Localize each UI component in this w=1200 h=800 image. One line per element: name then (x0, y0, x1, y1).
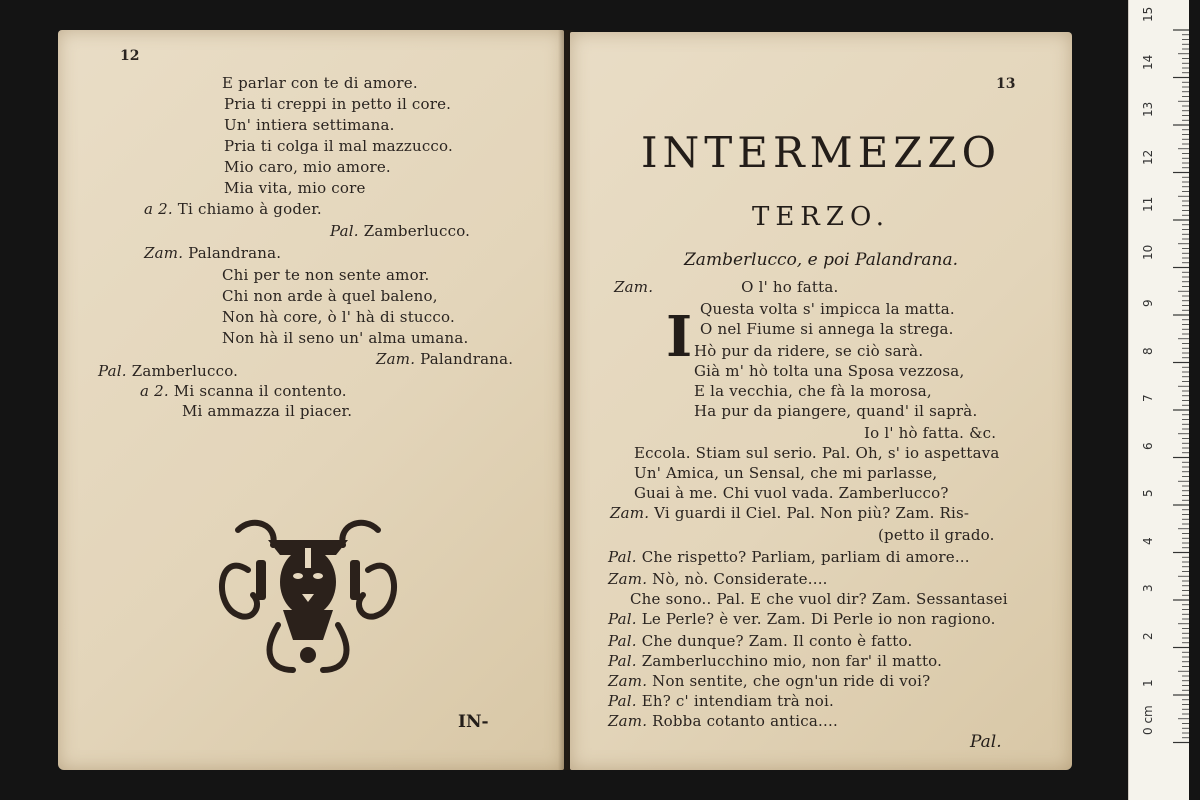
page-number: 12 (120, 48, 140, 64)
speaker-label: Zam. (610, 504, 650, 522)
verse-line: O nel Fiume si annega la strega. (700, 320, 954, 338)
verse-line: Zam. O l' ho fatta. (614, 278, 839, 296)
verse-line: Ha pur da piangere, quand' il saprà. (694, 402, 978, 420)
verse-line: Un' intiera settimana. (224, 116, 395, 134)
catchword: Pal. (970, 732, 1002, 752)
ruler-label: 7 (1141, 394, 1155, 402)
left-page (58, 30, 564, 770)
verse-line: Mio caro, mio amore. (224, 158, 391, 176)
verse-line: Zam. Non sentite, che ogn'un ride di voi? (608, 672, 931, 690)
verse-line: Guai à me. Chi vuol vada. Zamberlucco? (634, 484, 949, 502)
verse-line: a 2. Mi scanna il contento. (140, 382, 347, 400)
verse-line: Un' Amica, un Sensal, che mi parlasse, (634, 464, 938, 482)
catchword: IN- (458, 712, 489, 732)
ruler-label: 9 (1141, 299, 1155, 307)
speaker-label: Zam. (608, 672, 648, 690)
verse-line: Pal. Che rispetto? Parliam, parliam di amore... (608, 548, 970, 566)
right-page (570, 32, 1072, 770)
ruler-label: 11 (1141, 196, 1155, 212)
speaker-label: Zam. (608, 712, 648, 730)
speaker-label: Zam. (608, 570, 648, 588)
verse-line: Hò pur da ridere, se ciò sarà. (694, 342, 924, 360)
verse-line: Zam. Palandrana. (144, 244, 282, 262)
speaker-label: Pal. (608, 548, 637, 566)
ruler-label: 4 (1141, 536, 1155, 545)
verse-line: Zam. Robba cotanto antica.... (608, 712, 838, 730)
verse-line: E parlar con te di amore. (222, 74, 418, 92)
verse-line: Non hà core, ò l' hà di stucco. (222, 308, 455, 326)
verse-line: Mia vita, mio core (224, 179, 366, 197)
speaker-label: Zam. (144, 244, 184, 262)
verse-line: Pria ti colga il mal mazzucco. (224, 137, 453, 155)
verse-line: Pal. Zamberlucco. (98, 362, 239, 380)
verse-line: Chi non arde à quel baleno, (222, 287, 438, 305)
ruler-label: 13 (1141, 101, 1155, 117)
section-title: INTERMEZZO (640, 128, 1002, 177)
speaker-label: a 2. (140, 382, 169, 400)
verse-line: Zam. Palandrana. (376, 350, 514, 368)
verse-line: E la vecchia, che fà la morosa, (694, 382, 932, 400)
ruler-label: 14 (1141, 54, 1155, 70)
verse-line: Questa volta s' impicca la matta. (700, 300, 955, 318)
verse-line: Eccola. Stiam sul serio. Pal. Oh, s' io aspettava (634, 444, 1000, 462)
verse-line: Già m' hò tolta una Sposa vezzosa, (694, 362, 965, 380)
verse-line: Zam. Vi guardi il Ciel. Pal. Non più? Zam. Ris- (610, 504, 970, 522)
ruler-label: 6 (1141, 441, 1155, 450)
verse-line: Pria ti creppi in petto il core. (224, 95, 452, 113)
verse-line: a 2. Ti chiamo à goder. (144, 200, 322, 218)
verse-line: Pal. Zamberlucchino mio, non far' il matto. (608, 652, 943, 670)
speaker-label: Pal. (608, 632, 637, 650)
speaker-label: a 2. (144, 200, 173, 218)
verse-line: Pal. Eh? c' intendiam trà noi. (608, 692, 834, 710)
verse-line: Che sono.. Pal. E che vuol dir? Zam. Sessantasei (630, 590, 1008, 608)
speaker-label: Zam. (376, 350, 416, 368)
speaker-label: Zam. (614, 278, 654, 296)
ruler-label: 5 (1141, 489, 1155, 497)
ruler-label: 0 cm (1141, 704, 1155, 735)
speaker-label: Pal. (330, 222, 359, 240)
ruler-label: 12 (1141, 149, 1155, 165)
section-subtitle: TERZO. (751, 202, 891, 232)
ruler-label: 2 (1141, 631, 1155, 640)
verse-line: Io l' hò fatta. &c. (864, 424, 997, 442)
verse-line: Pal. Che dunque? Zam. Il conto è fatto. (608, 632, 913, 650)
verse-line: Non hà il seno un' alma umana. (222, 329, 469, 347)
drop-capital: I (666, 304, 693, 370)
page-number: 13 (996, 76, 1016, 92)
ruler-label: 3 (1141, 584, 1155, 592)
speaker-label: Pal. (608, 652, 637, 670)
verse-line: Pal. Le Perle? è ver. Zam. Di Perle io non ragiono. (608, 610, 996, 628)
ruler-label: 15 (1141, 6, 1155, 22)
verse-line: Zam. Nò, nò. Considerate.... (608, 570, 828, 588)
verse-line: Mi ammazza il piacer. (182, 402, 353, 420)
ruler-ticks (1129, 0, 1189, 800)
ruler-label: 8 (1141, 346, 1155, 355)
verse-line: (petto il grado. (878, 526, 995, 544)
speaker-label: Pal. (608, 692, 637, 710)
ruler-label: 1 (1141, 679, 1155, 687)
woodcut-ornament (208, 510, 408, 680)
speaker-label: Pal. (608, 610, 637, 628)
verse-line: Pal. Zamberlucco. (330, 222, 471, 240)
verse-line: Chi per te non sente amor. (222, 266, 430, 284)
measuring-ruler (1128, 0, 1189, 800)
speaker-label: Pal. (98, 362, 127, 380)
ruler-label: 10 (1141, 244, 1155, 260)
character-line: Zamberlucco, e poi Palandrana. (684, 250, 958, 270)
